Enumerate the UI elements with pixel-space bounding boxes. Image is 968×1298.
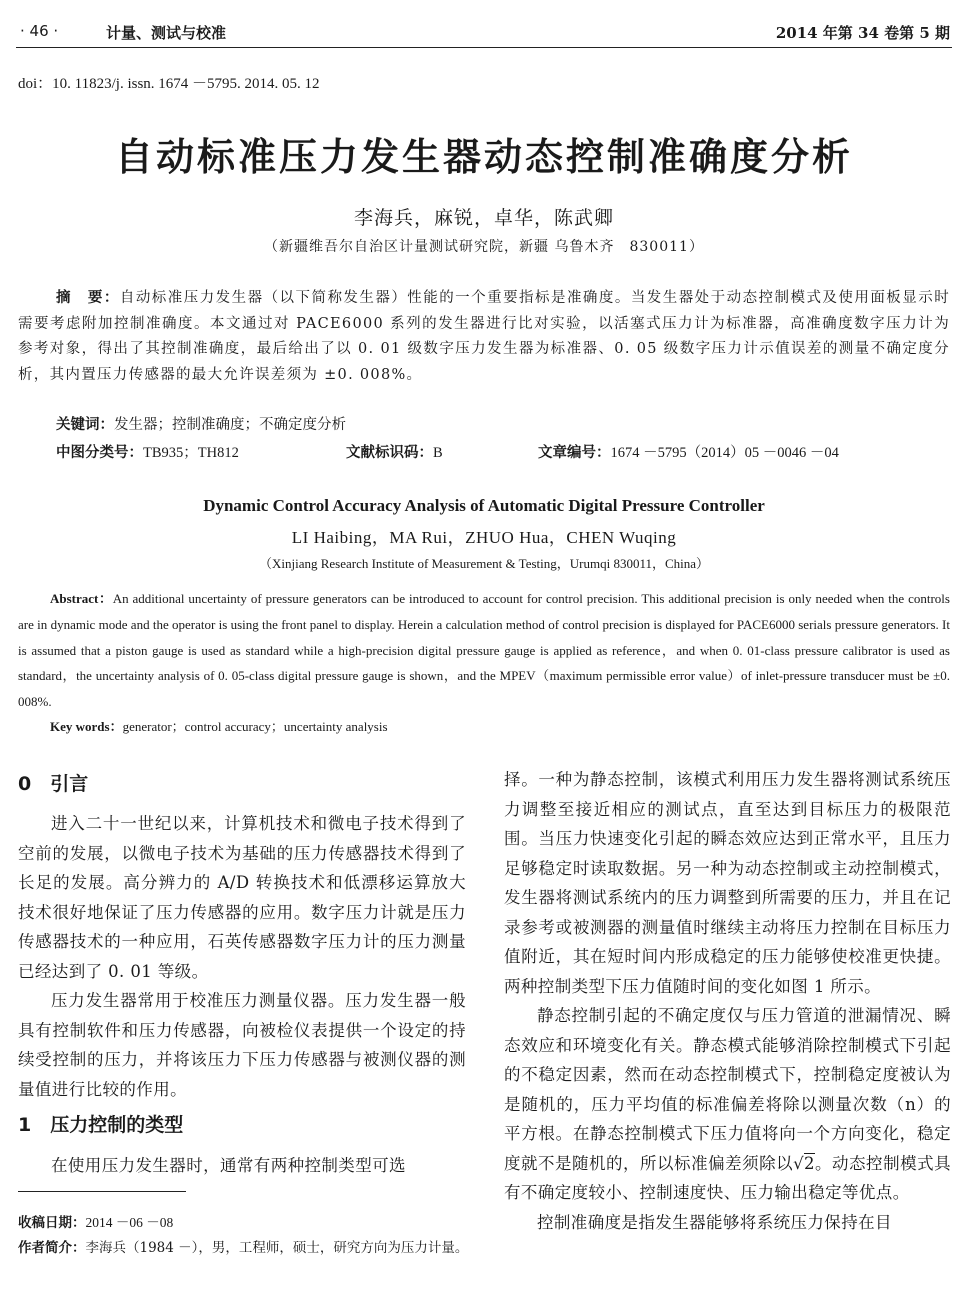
keywords-zh-text: 发生器；控制准确度；不确定度分析 <box>114 417 346 433</box>
sqrt-symbol: √2 <box>793 1153 815 1173</box>
section-0-paragraph-2: 压力发生器常用于校准压力测量仪器。压力发生器一般具有控制软件和压力传感器，向被检仪表提供一个设定的持续受控制的压力，并将该压力下压力传感器与被测仪器的测量值进行比较的作用。 <box>18 991 466 1099</box>
abstract-zh <box>18 286 950 388</box>
clc-value: TB935；TH812 <box>143 445 239 461</box>
en-abstract-text: An additional uncertainty of pressure generators can be introduced to account for control precision. This additional precision is only needed when the controls are in dynamic mode and the operator is using the front panel to display. Herein a calculation method of control precision is displayed for PACE6000 serials pressure generators. It is assumed that a piston gauge is used as standard while a high-precision digital pressure gauge is applied as reference，and when 0. 01-class pressure calibrator is used as standard，the uncertainty analysis of 0. 05-class digital pressure gauge is shown，and the MPEV（maximum permissible error value）of inlet-pressure transducer must be ±0. 008%. <box>18 591 950 710</box>
en-keywords <box>50 716 388 735</box>
received-value: 2014 －06 －08 <box>85 1215 174 1230</box>
right-paragraph-2 <box>504 1001 951 1208</box>
en-abstract <box>18 586 950 715</box>
article-number <box>538 441 839 462</box>
paper-title: 自动标准压力发生器动态控制准确度分析 <box>114 135 853 179</box>
en-abstract-label: Abstract： <box>50 591 113 606</box>
right-paragraph-3: 控制准确度是指发生器能够将系统压力保持在目 <box>537 1212 892 1232</box>
header-rule <box>16 47 952 48</box>
en-keywords-label: Key words： <box>50 719 123 734</box>
right-paragraph-1: 择。一种为静态控制，该模式利用压力发生器将测试系统压力调整至接近相应的测试点，直至达到目标压力的极限范围。当压力快速变化引起的瞬态效应达到正常水平，且压力足够稳定时读取数据。另一种为动态控制或主动控制模式，发生器将测试系统内的压力调整到所需要的压力，并且在记录参考或被测器的测量值时继续主动将压力控制在目标压力值附近，其在短时间内形成稳定的压力能够使校准更快捷。两种控制类型下压力值随时间的变化如图 1 所示。 <box>504 770 951 996</box>
received-label: 收稿日期： <box>18 1215 86 1231</box>
abstract-zh-label: 摘 要： <box>56 290 120 306</box>
clc-number <box>56 441 239 462</box>
received-date <box>18 1210 470 1236</box>
doc-code <box>346 441 443 462</box>
bio-label: 作者简介： <box>18 1240 86 1256</box>
en-authors: LI Haibing，MA Rui，ZHUO Hua，CHEN Wuqing <box>291 528 677 547</box>
bio-value: 李海兵（1984 －），男，工程师，硕士，研究方向为压力计量。 <box>85 1240 469 1256</box>
sqrt-operand: 2 <box>804 1153 815 1173</box>
section-1-paragraph-1-text: 在使用压力发生器时，通常有两种控制类型可选 <box>51 1156 406 1175</box>
footnote-rule <box>18 1191 186 1192</box>
right-column <box>504 765 951 1237</box>
article-number-value: 1674 －5795（2014）05 －0046 －04 <box>610 445 839 461</box>
en-affiliation: （Xinjiang Research Institute of Measurement & Testing，Urumqi 830011，China） <box>258 556 710 571</box>
footnote <box>18 1210 470 1261</box>
affiliation: （新疆维吾尔自治区计量测试研究院，新疆 乌鲁木齐 830011） <box>264 239 704 255</box>
right-paragraph-2-text-b: 。动态控制模式具有不确定度较小、控制速度快、压力输出稳定等优点。 <box>504 1153 951 1202</box>
keywords-zh <box>56 413 346 434</box>
section-1-paragraph-1 <box>18 1151 466 1181</box>
page-number: · 46 · <box>20 22 59 40</box>
section-1-heading: 1 压力控制的类型 <box>18 1114 184 1136</box>
clc-label: 中图分类号： <box>56 445 143 461</box>
section-0-heading: 0 引言 <box>18 773 89 795</box>
journal-section: 计量、测试与校准 <box>106 24 227 42</box>
right-paragraph-2-text-a: 静态控制引起的不确定度仅与压力管道的泄漏情况、瞬态效应和环境变化有关。静态模式能够消除控制模式下引起的不稳定因素，然而在动态控制模式下，控制稳定度被认为是随机的，压力平均值的标准偏差将除以测量次数（n）的平方根。在静态控制模式下压力值将向一个方向变化，稳定度就不是随机的，所以标准偏差须除以 <box>504 1006 951 1173</box>
left-column <box>18 809 466 1104</box>
author-bio <box>18 1236 470 1261</box>
authors: 李海兵，麻锐，卓华，陈武卿 <box>353 207 614 229</box>
doi: doi：10. 11823/j. issn. 1674 －5795. 2014. 05. 12 <box>18 76 320 92</box>
doc-code-value: B <box>433 445 443 461</box>
keywords-zh-label: 关键词： <box>56 417 114 433</box>
en-title: Dynamic Control Accuracy Analysis of Automatic Digital Pressure Controller <box>203 496 765 515</box>
issue-info: 2014 年第 34 卷第 5 期 <box>775 24 950 42</box>
abstract-zh-text: 自动标准压力发生器（以下简称发生器）性能的一个重要指标是准确度。当发生器处于动态控制模式及使用面板显示时需要考虑附加控制准确度。本文通过对 PACE6000 系列的发生器进行比对实验，以活塞式压力计为标准器，高准确度数字压力计为参考对象，得出了其控制准确度，最后给出了以 0. 01 级数字压力发生器为标准器、0. 05 级数字压力计示值误差的测量不确定度分析，其内置压力传感器的最大允许误差须为 ±0. 008%。 <box>18 290 950 383</box>
en-keywords-text: generator；control accuracy；uncertainty analysis <box>122 719 388 734</box>
doc-code-label: 文献标识码： <box>346 445 433 461</box>
article-number-label: 文章编号： <box>538 445 611 461</box>
section-0-paragraph-1: 进入二十一世纪以来，计算机技术和微电子技术得到了空前的发展，以微电子技术为基础的压力传感器技术得到了长足的发展。高分辨力的 A/D 转换技术和低漂移运算放大技术很好地保证了压力传感器的应用。数字压力计就是压力传感器技术的一种应用，石英传感器数字压力计的压力测量已经达到了 0. 01 等级。 <box>18 814 466 981</box>
